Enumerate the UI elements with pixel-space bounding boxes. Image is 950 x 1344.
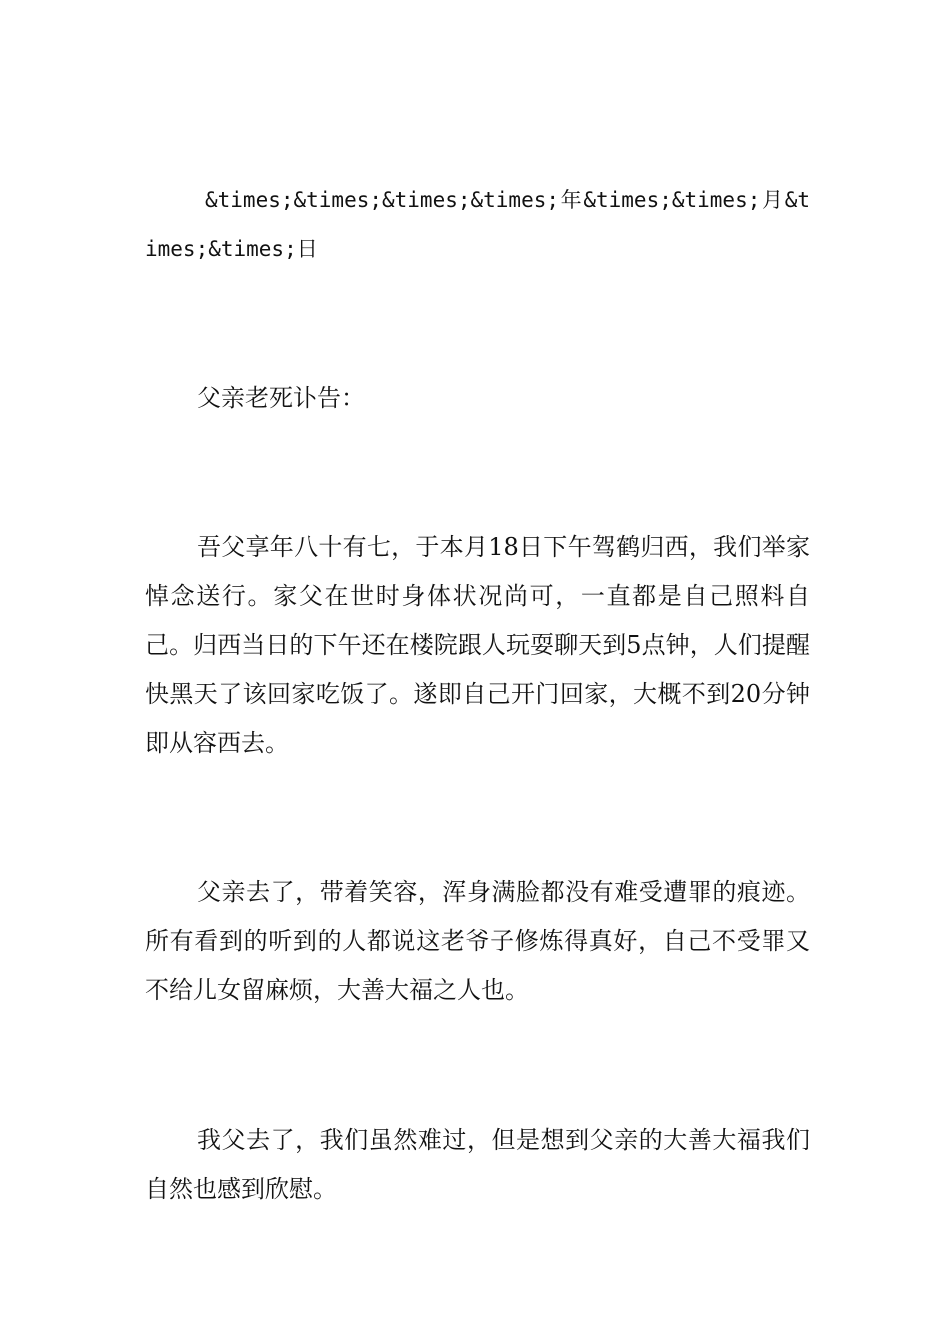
paragraph: 吾父享年八十有七，于本月18日下午驾鹤归西，我们举家悼念送行。家父在世时身体状况尚可，一直都是自己照料自己。归西当日的下午还在楼院跟人玩耍聊天到5点钟，人们提醒快黑天了该回家吃饭了。遂即自己开门回家，大概不到20分钟即从容西去。 xyxy=(145,533,810,757)
obituary-heading: 父亲老死讣告： xyxy=(197,384,365,412)
paragraph: 我父去了，我们虽然难过，但是想到父亲的大善大福我们自然也感到欣慰。 xyxy=(145,1126,810,1203)
paragraph: 父亲去了，带着笑容，浑身满脸都没有难受遭罪的痕迹。所有看到的听到的人都说这老爷子修炼得真好，自己不受罪又不给儿女留麻烦，大善大福之人也。 xyxy=(145,878,810,1004)
date-line: &times;&times;&times;&times;年&times;&times;月&times;&times;日 xyxy=(145,188,810,261)
